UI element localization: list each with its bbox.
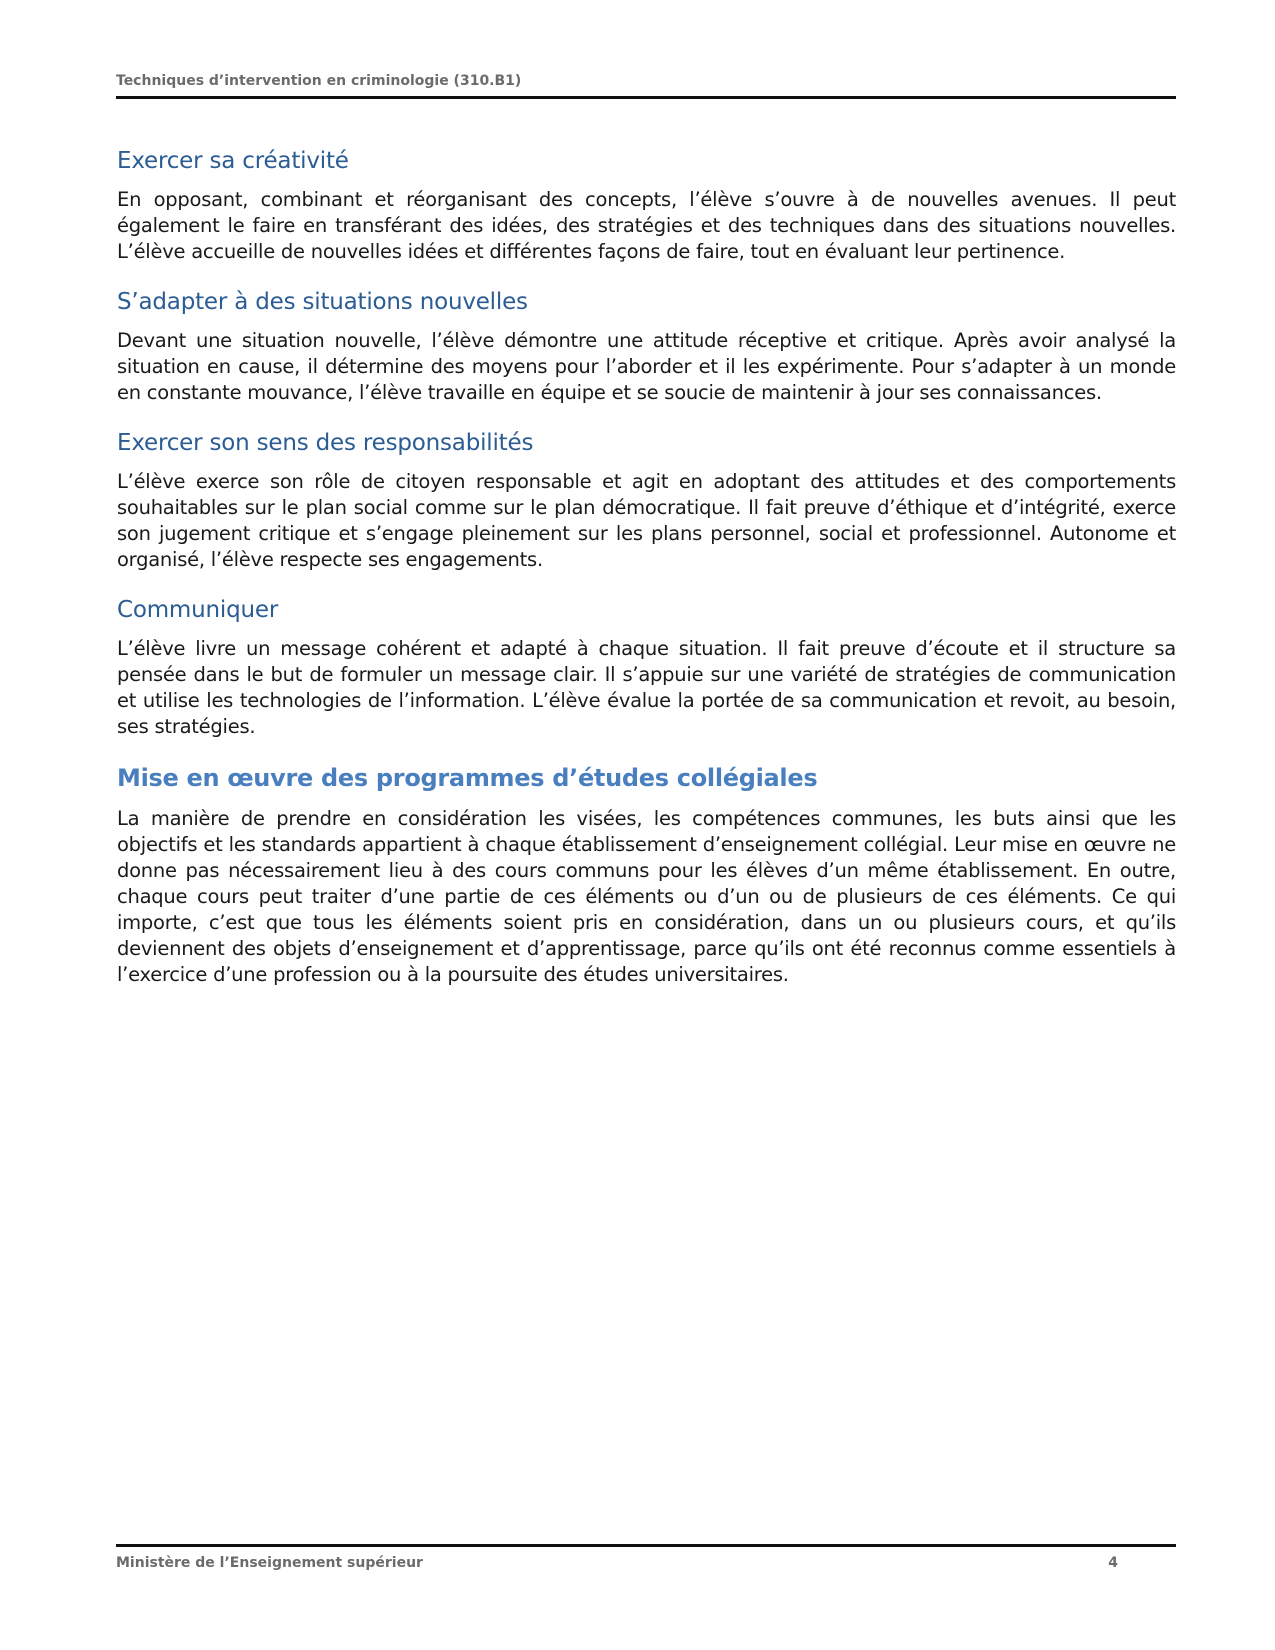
section-heading-communiquer: Communiquer [117, 597, 279, 623]
implementation-text: La manière de prendre en considération les visées, les compétences communes, les buts ainsi que les objectifs et les standards appartient à chaque établissement d’enseignement collégial. Leur mise en œuvre ne donne pas nécessairement lieu à des cours communs pour les élèves d’un même établissement. En outre, chaque cours peut traiter d’une partie de ces éléments ou d’un ou de plusieurs de ces éléments. Ce qui importe, c’est que tous les éléments soient pris en considération, dans un ou plusieurs cours, et qu’ils deviennent des objets d’enseignement et d’apprentissage, parce qu’ils ont été reconnus comme essentiels à l’exercice d’une profession ou à la poursuite des études universitaires. [117, 807, 1176, 986]
page-header [116, 72, 1176, 99]
section-text-responsabilites: L’élève exerce son rôle de citoyen responsable et agit en adoptant des attitudes et des comportements souhaitables sur le plan social comme sur le plan démocratique. Il fait preuve d’éthique et d’intégrité, exerce son jugement critique et s’engage pleinement sur les plans personnel, social et professionnel. Autonome et organisé, l’élève respecte ses engagements. [117, 470, 1176, 571]
section-heading-responsabilites: Exercer son sens des responsabilités [117, 430, 534, 456]
page-number: 4 [1108, 1555, 1118, 1571]
section-text-creativite: En opposant, combinant et réorganisant des concepts, l’élève s’ouvre à de nouvelles avenues. Il peut également le faire en transférant des idées, des stratégies et des techniques dans des situations nouvelles. L’élève accueille de nouvelles idées et différentes façons de faire, tout en évaluant leur pertinence. [117, 188, 1176, 263]
implementation-heading: Mise en œuvre des programmes d’études collégiales [117, 764, 818, 792]
section-text-communiquer: L’élève livre un message cohérent et adapté à chaque situation. Il fait preuve d’écoute et il structure sa pensée dans le but de formuler un message clair. Il s’appuie sur une variété de stratégies de communication et utilise les technologies de l’information. L’élève évalue la portée de sa communication et revoit, au besoin, ses stratégies. [117, 637, 1176, 738]
page-content [117, 146, 1176, 1010]
section-heading-creativite: Exercer sa créativité [117, 148, 349, 174]
document-title: Techniques d’intervention en criminologie (310.B1) [116, 73, 522, 89]
section-text-adapter: Devant une situation nouvelle, l’élève démontre une attitude réceptive et critique. Après avoir analysé la situation en cause, il détermine des moyens pour l’aborder et il les expérimente. Pour s’adapter à un monde en constante mouvance, l’élève travaille en équipe et se soucie de maintenir à jour ses connaissances. [117, 329, 1176, 404]
page-footer [116, 1544, 1176, 1572]
footer-organization: Ministère de l’Enseignement supérieur [116, 1555, 423, 1571]
section-heading-adapter: S’adapter à des situations nouvelles [117, 289, 528, 315]
